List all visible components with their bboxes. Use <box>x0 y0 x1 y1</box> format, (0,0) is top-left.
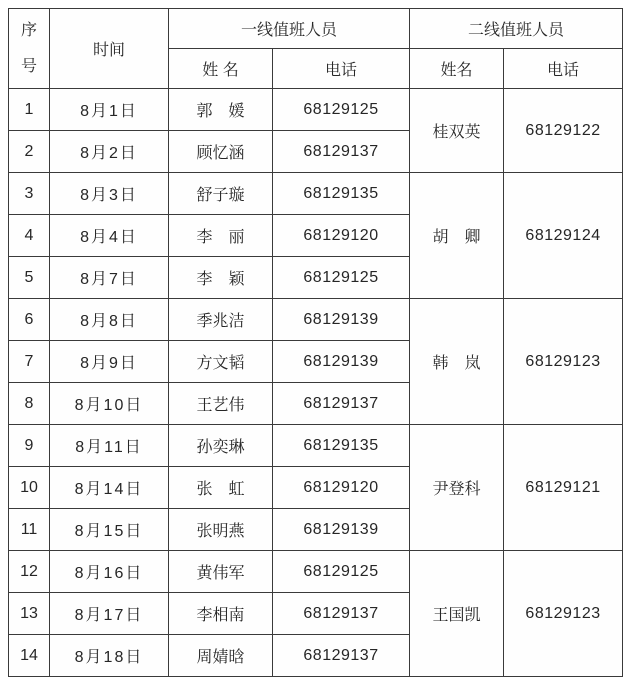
date-cell: 8月16日 <box>50 551 169 593</box>
first-line-name-cell: 孙奕琳 <box>169 425 273 467</box>
duty-roster-table <box>8 8 623 677</box>
second-line-phone-cell: 68129122 <box>504 89 623 173</box>
date-cell: 8月10日 <box>50 383 169 425</box>
second-line-phone-cell: 68129121 <box>504 425 623 551</box>
first-line-phone-cell: 68129125 <box>273 89 410 131</box>
time-column-header: 时间 <box>50 9 169 89</box>
seq-cell: 11 <box>9 509 50 551</box>
seq-cell: 7 <box>9 341 50 383</box>
first-line-name-cell: 李 丽 <box>169 215 273 257</box>
first-line-phone-cell: 68129139 <box>273 299 410 341</box>
first-line-phone-cell: 68129120 <box>273 215 410 257</box>
seq-cell: 10 <box>9 467 50 509</box>
first-line-name-cell: 王艺伟 <box>169 383 273 425</box>
date-cell: 8月11日 <box>50 425 169 467</box>
first-line-name-cell: 方文韬 <box>169 341 273 383</box>
table-row <box>9 89 623 131</box>
seq-cell: 13 <box>9 593 50 635</box>
second-line-name-cell: 桂双英 <box>410 89 504 173</box>
date-cell: 8月14日 <box>50 467 169 509</box>
first-line-name-cell: 黄伟军 <box>169 551 273 593</box>
first-line-phone-cell: 68129137 <box>273 383 410 425</box>
first-line-phone-cell: 68129135 <box>273 173 410 215</box>
first-line-phone-cell: 68129137 <box>273 593 410 635</box>
seq-cell: 12 <box>9 551 50 593</box>
date-cell: 8月4日 <box>50 215 169 257</box>
first-line-phone-cell: 68129139 <box>273 341 410 383</box>
date-cell: 8月9日 <box>50 341 169 383</box>
date-cell: 8月17日 <box>50 593 169 635</box>
seq-cell: 1 <box>9 89 50 131</box>
seq-cell: 9 <box>9 425 50 467</box>
second-line-name-cell: 胡 卿 <box>410 173 504 299</box>
date-cell: 8月8日 <box>50 299 169 341</box>
second-line-phone-cell: 68129123 <box>504 551 623 677</box>
first-line-name-cell: 张 虹 <box>169 467 273 509</box>
first-line-phone-cell: 68129125 <box>273 257 410 299</box>
date-cell: 8月1日 <box>50 89 169 131</box>
first-line-phone-cell: 68129135 <box>273 425 410 467</box>
date-cell: 8月15日 <box>50 509 169 551</box>
table-row <box>9 299 623 341</box>
first-line-phone-cell: 68129137 <box>273 131 410 173</box>
date-cell: 8月18日 <box>50 635 169 677</box>
second-line-name-header: 姓名 <box>410 49 504 89</box>
date-cell: 8月2日 <box>50 131 169 173</box>
seq-cell: 14 <box>9 635 50 677</box>
seq-cell: 2 <box>9 131 50 173</box>
second-line-name-cell: 韩 岚 <box>410 299 504 425</box>
second-line-phone-cell: 68129124 <box>504 173 623 299</box>
seq-column-header-text: 序号 <box>20 21 37 75</box>
seq-cell: 3 <box>9 173 50 215</box>
second-line-name-cell: 王国凯 <box>410 551 504 677</box>
seq-column-header <box>9 9 50 89</box>
first-line-phone-cell: 68129137 <box>273 635 410 677</box>
first-line-name-cell: 周婧晗 <box>169 635 273 677</box>
second-line-group-header: 二线值班人员 <box>410 9 623 49</box>
seq-cell: 4 <box>9 215 50 257</box>
table-row <box>9 425 623 467</box>
first-line-name-cell: 季兆洁 <box>169 299 273 341</box>
table-row <box>9 551 623 593</box>
first-line-name-header: 姓 名 <box>169 49 273 89</box>
seq-cell: 8 <box>9 383 50 425</box>
first-line-name-cell: 顾忆涵 <box>169 131 273 173</box>
header-row-1 <box>9 9 623 49</box>
first-line-name-cell: 张明燕 <box>169 509 273 551</box>
date-cell: 8月7日 <box>50 257 169 299</box>
first-line-name-cell: 李 颖 <box>169 257 273 299</box>
second-line-phone-cell: 68129123 <box>504 299 623 425</box>
date-cell: 8月3日 <box>50 173 169 215</box>
first-line-phone-cell: 68129120 <box>273 467 410 509</box>
seq-cell: 6 <box>9 299 50 341</box>
first-line-group-header: 一线值班人员 <box>169 9 410 49</box>
first-line-name-cell: 李相南 <box>169 593 273 635</box>
seq-cell: 5 <box>9 257 50 299</box>
first-line-phone-cell: 68129125 <box>273 551 410 593</box>
second-line-name-cell: 尹登科 <box>410 425 504 551</box>
first-line-name-cell: 舒子璇 <box>169 173 273 215</box>
first-line-name-cell: 郭 媛 <box>169 89 273 131</box>
first-line-phone-cell: 68129139 <box>273 509 410 551</box>
first-line-phone-header: 电话 <box>273 49 410 89</box>
second-line-phone-header: 电话 <box>504 49 623 89</box>
table-row <box>9 173 623 215</box>
